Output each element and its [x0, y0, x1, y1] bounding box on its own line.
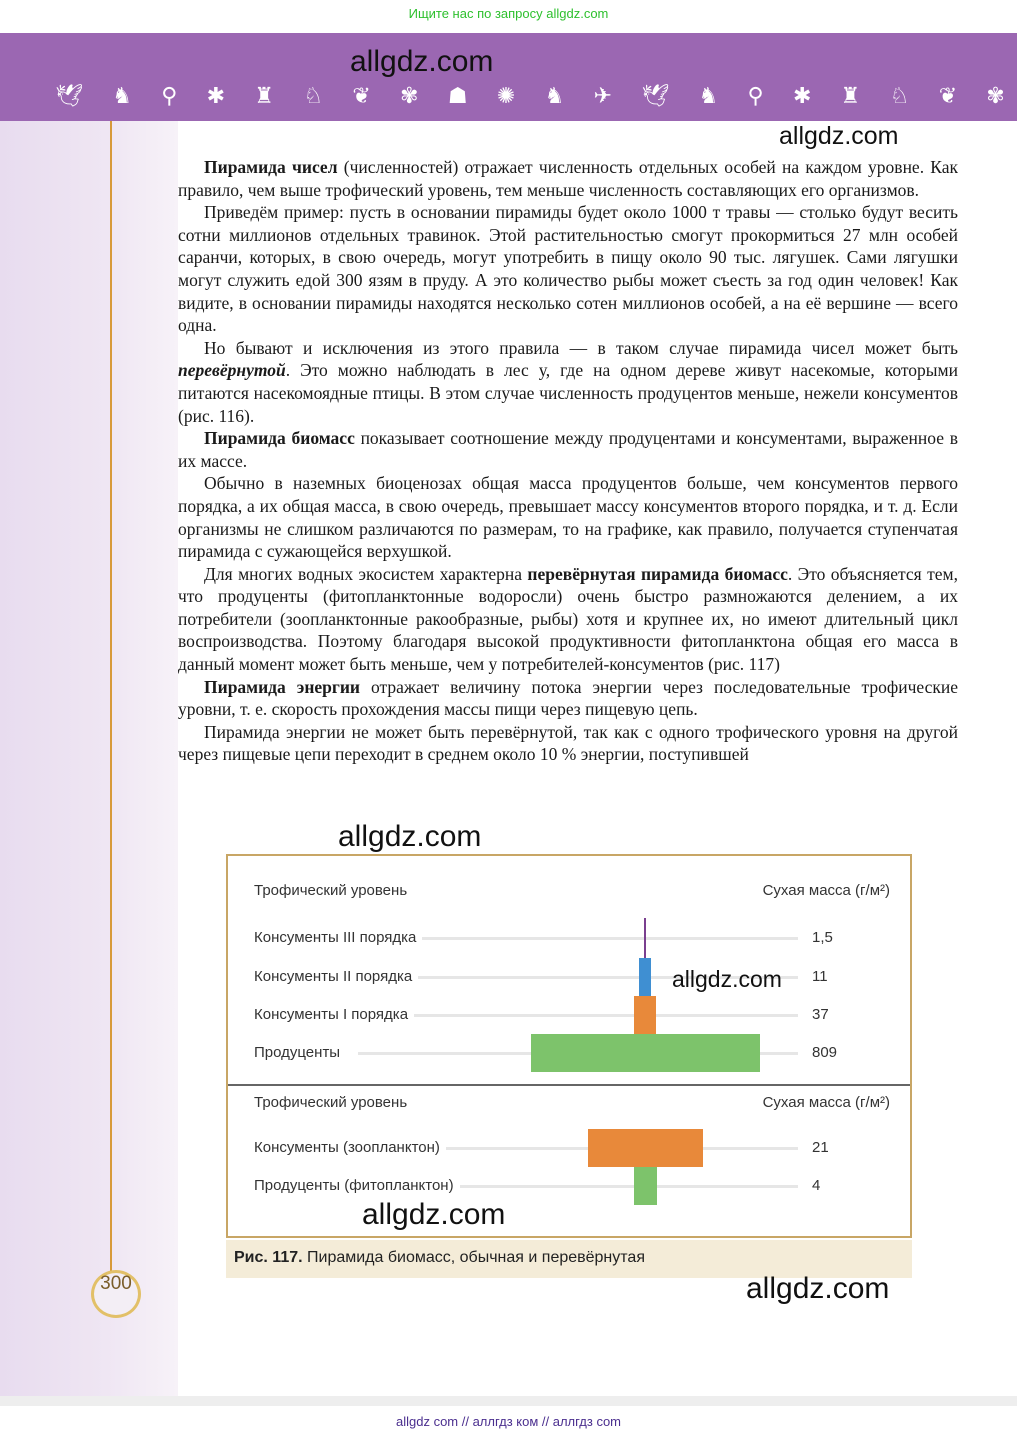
text-run: Приведём пример: пусть в основании пирамиды будет около 1000 т травы — столько будут весить сотни миллионов отдельных травинок. Этой растительностью смогут прокормиться 27 млн особей саранчи, которых, в свою очередь, могут употребить в пищу около 90 тыс. лягушек. Сами лягушки могут служить едой 300 язям в пруду. А это количество рыбы может съесть за год один человек! Как видите, в основании пирамиды находятся несколько сотен миллионов особей, а на её вершине — всего одна.: [178, 202, 958, 336]
caption-number: Рис. 117.: [234, 1249, 303, 1266]
text-run: (численностей) отражает численность отдельных особей на каждом уровне. Как правило, чем выше трофический уровень, тем меньше численность составляющих его организмов.: [178, 157, 959, 200]
kangaroo-icon: ♘: [303, 84, 324, 109]
insect-icon: ✱: [206, 84, 226, 109]
text-run: Для многих водных экосистем характерна: [204, 563, 528, 584]
kangaroo-icon: ♘: [889, 84, 910, 109]
pyramid-bar: [531, 1034, 760, 1072]
rabbit-icon: ❦: [352, 84, 371, 109]
text-run: Пирамида биомасс: [204, 428, 355, 449]
watermark: allgdz.com: [362, 1198, 506, 1231]
giraffe-icon: ⚲: [161, 84, 178, 109]
bird-icon: 🕊: [641, 84, 670, 109]
figure-117: [226, 854, 912, 1238]
text-run: . Это объясняется тем, что продуценты (фитопланктонные водоросли) очень быстро размножаются делением, а их потребители (зоопланктонные ракообразные, рыбы) хотя и крупнее их, но имеют длительный цикл воспроизводства. Поэтому благодаря высокой продуктивности фитопланктона общая его масса в данный момент может быть меньше, чем у потребителей-консументов (рис. 117): [178, 563, 958, 675]
body-text: [178, 156, 958, 766]
level-label: Консументы III порядка: [254, 929, 422, 946]
mass-value: 809: [808, 1044, 848, 1061]
level-label: Консументы II порядка: [254, 968, 418, 985]
text-run: показывает соотношение между продуцентами и консументами, выраженное в их массе.: [178, 428, 958, 471]
paragraph: [178, 337, 958, 427]
top-right-header: Сухая масса (г/м²): [762, 882, 890, 899]
level-label: Консументы I порядка: [254, 1006, 414, 1023]
divider: [228, 1084, 910, 1086]
caption-text: Пирамида биомасс, обычная и перевёрнутая: [302, 1249, 645, 1266]
text-run: Пирамида чисел: [204, 157, 338, 177]
watermark: allgdz.com: [338, 820, 482, 853]
page-number: 300: [91, 1270, 141, 1318]
deer-icon: ♞: [112, 84, 132, 109]
text-run: . Это можно наблюдать в лес у, где на одном дереве живут насекомые, которыми питаются насекомоядные птицы. В этом случае численность продуцентов меньше, нежели консументов (рис. 116).: [178, 360, 958, 426]
margin-line: [110, 121, 112, 1271]
watermark: allgdz.com: [746, 1272, 890, 1305]
bison-icon: ♜: [840, 84, 861, 109]
left-margin-decoration: [0, 121, 178, 1401]
paragraph: [178, 427, 958, 472]
animal-icons-row: [55, 84, 1005, 109]
rabbit-icon: ❦: [938, 84, 958, 109]
elephant-icon: ☗: [447, 84, 468, 109]
bison-icon: ♜: [254, 84, 275, 109]
bottom-left-header: Трофический уровень: [254, 1094, 408, 1111]
bird-icon: 🕊: [55, 84, 83, 109]
watermark: allgdz.com: [779, 122, 899, 150]
pyramid-bar: [639, 958, 651, 996]
giraffe-icon: ⚲: [747, 84, 764, 109]
text-run: Пирамида энергии: [204, 676, 361, 697]
footer: allgdz com // аллгдз ком // аллгдз com: [395, 1414, 622, 1429]
paragraph: [178, 563, 958, 676]
mass-value: 1,5: [808, 929, 848, 946]
scorpion-icon: ✺: [496, 84, 516, 109]
pyramid-bar: [644, 918, 646, 958]
paragraph: [178, 156, 958, 201]
watermark: allgdz.com: [350, 45, 494, 78]
bird-flying-icon: ✈: [593, 84, 613, 109]
mass-value: 11: [808, 968, 848, 985]
paragraph: [178, 676, 958, 721]
pyramid-bar: [634, 996, 656, 1034]
mass-value: 37: [808, 1006, 848, 1023]
mass-value: 21: [808, 1139, 848, 1156]
level-label: Продуценты: [254, 1044, 346, 1061]
text-run: Обычно в наземных биоценозах общая масса продуцентов больше, чем консументов первого порядка, а их общая масса, в свою очередь, превышает массу консументов второго порядка, и т. д. Если организмы не слишком различаются по размерам, то на графике, как правило, получается ступенчатая пирамида с сужающейся верхушкой.: [178, 473, 958, 562]
text-run: перевёрнутая пирамида биомасс: [527, 563, 788, 584]
mass-value: 4: [808, 1177, 848, 1194]
guide-line: [358, 937, 798, 940]
paragraph: [178, 472, 958, 562]
text-run: Но бывают и исключения из этого правила — в таком случае пирамида чисел может быть: [204, 337, 958, 358]
text-run: перевёрнутой: [178, 360, 286, 381]
watermark: allgdz.com: [672, 966, 782, 992]
text-run: Пирамида энергии не может быть перевёрнутой, так как с одного трофического уровня на другой через пищевые цепи переходит в среднем около 10 % энергии, поступившей: [178, 721, 958, 765]
horse-icon: ♞: [544, 84, 565, 109]
butterfly-icon: ✾: [986, 84, 1005, 109]
bottom-right-header: Сухая масса (г/м²): [762, 1094, 890, 1111]
text-run: отражает величину потока энергии через последовательные трофические уровни, т. е. скорость прохождения массы пищи через пищевую цепь.: [178, 676, 958, 720]
level-label: Консументы (зоопланктон): [254, 1139, 446, 1156]
paragraph: [178, 721, 958, 766]
insect-icon: ✱: [792, 84, 812, 109]
guide-line: [358, 1014, 798, 1017]
deer-icon: ♞: [698, 84, 719, 109]
top-note: Ищите нас по запросу allgdz.com: [408, 6, 609, 21]
pyramid-bar: [588, 1129, 703, 1167]
bottom-band: [0, 1396, 1017, 1406]
pyramid-bar: [634, 1167, 657, 1205]
butterfly-icon: ✾: [400, 84, 419, 109]
paragraph: [178, 201, 958, 337]
top-left-header: Трофический уровень: [254, 882, 408, 899]
level-label: Продуценты (фитопланктон): [254, 1177, 460, 1194]
